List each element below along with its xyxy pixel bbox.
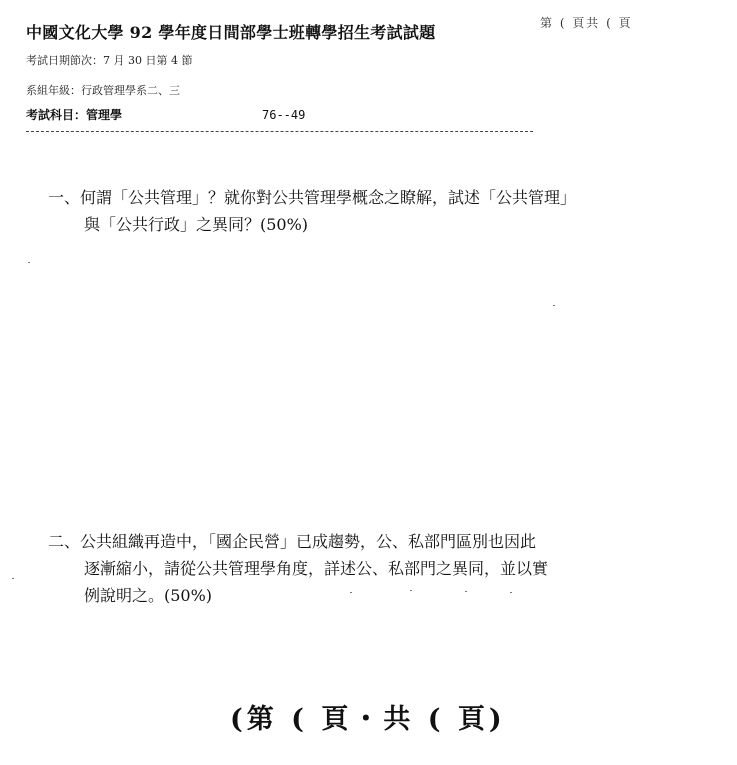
page-indicator: (第 ( 頁・共 ( 頁) <box>230 704 506 735</box>
scan-speck <box>465 591 467 592</box>
question-2-line-1: 二、公共組織再造中，「國企民營」已成趨勢，公、私部門區別也因此 <box>48 532 537 551</box>
scan-speck <box>350 592 352 593</box>
question-1-line-2: 與「公共行政」之異同？(50%) <box>84 215 309 234</box>
question-1-line-1: 一、何謂「公共管理」？就你對公共管理學概念之瞭解，試述「公共管理」 <box>48 188 577 207</box>
question-2-line-3: 例說明之。(50%) <box>84 586 213 605</box>
scan-speck <box>553 305 555 306</box>
exam-date-session: 考試日期節次：7 月 30 日第 4 節 <box>26 54 193 67</box>
header-divider <box>26 131 533 132</box>
subject-code: 76--49 <box>262 108 306 122</box>
exam-title: 中國文化大學 92 學年度日間部學士班轉學招生考試試題 <box>26 23 436 42</box>
scan-speck <box>510 592 512 593</box>
department-year: 系組年級：行政管理學系二、三 <box>26 84 180 97</box>
exam-subject: 考試科目：管理學 <box>26 108 123 122</box>
corner-page-mark: 第 ( 頁共 ( 頁 <box>540 16 633 30</box>
scan-speck <box>12 578 14 579</box>
question-2-line-2: 逐漸縮小，請從公共管理學角度，詳述公、私部門之異同，並以實 <box>84 559 549 578</box>
scan-speck <box>410 590 412 591</box>
scan-speck <box>28 262 30 263</box>
